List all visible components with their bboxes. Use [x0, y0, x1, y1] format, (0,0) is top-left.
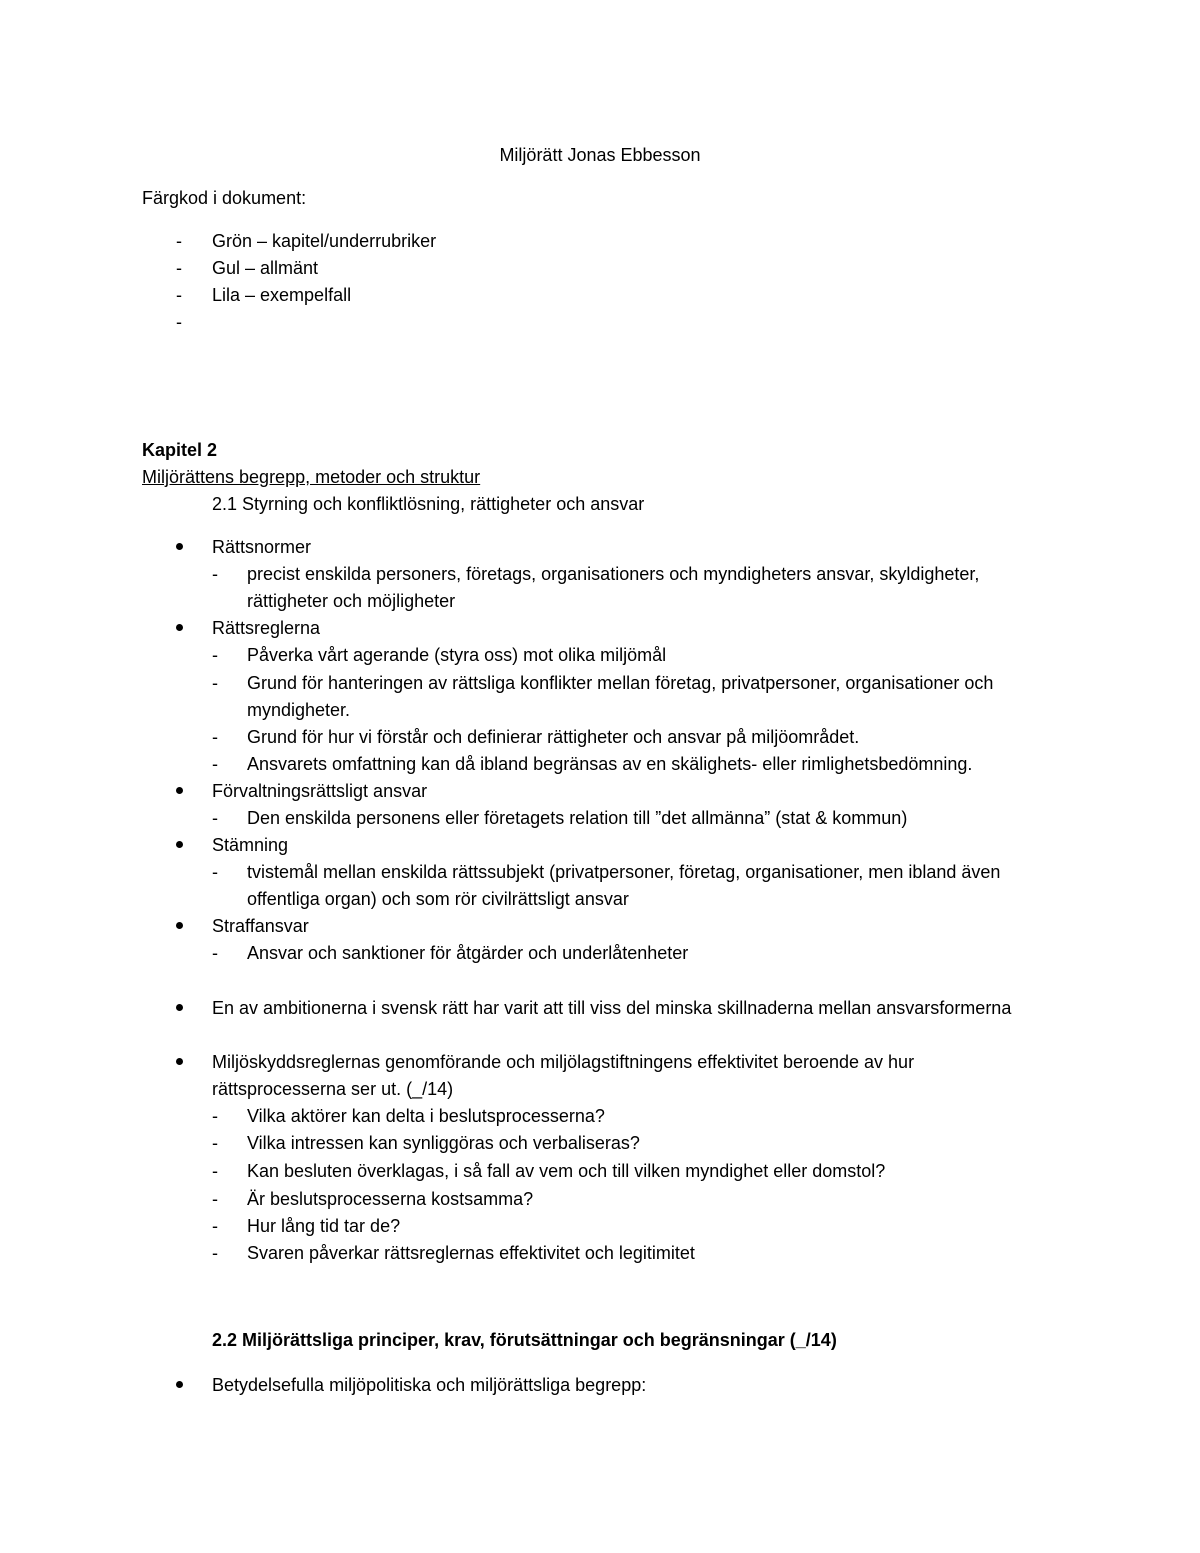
sub-item: Svaren påverkar rättsreglernas effektivitet och legitimitet [247, 1243, 695, 1263]
sub-item: precist enskilda personers, företags, organisationers och myndigheters ansvar, skyldigheter, [247, 564, 980, 584]
sub-item: Kan besluten överklagas, i så fall av vem och till vilken myndighet eller domstol? [247, 1161, 886, 1181]
color-code-item: Gul – allmänt [212, 258, 319, 278]
chapter-heading: Kapitel 2 [142, 440, 218, 460]
bullet-icon [176, 1004, 183, 1011]
bullet-item-continuation: rättsprocesserna ser ut. (_/14) [212, 1079, 454, 1099]
bullet-icon [176, 543, 183, 550]
list-dash: - [212, 673, 218, 693]
list-dash: - [212, 1189, 218, 1209]
bullet-icon [176, 787, 183, 794]
bullet-item: Rättsnormer [212, 537, 312, 557]
section-heading: 2.2 Miljörättsliga principer, krav, förutsättningar och begränsningar (_/14) [212, 1330, 837, 1350]
sub-item: Ansvar och sanktioner för åtgärder och underlåtenheter [247, 943, 689, 963]
bullet-icon [176, 1058, 183, 1065]
list-dash: - [212, 808, 218, 828]
sub-item: Ansvarets omfattning kan då ibland begränsas av en skälighets- eller rimlighetsbedömning. [247, 754, 973, 774]
bullet-icon [176, 841, 183, 848]
list-dash: - [212, 943, 218, 963]
color-code-item: Grön – kapitel/underrubriker [212, 231, 437, 251]
bullet-item: Straffansvar [212, 916, 309, 936]
bullet-icon [176, 1381, 183, 1388]
color-code-item: Lila – exempelfall [212, 285, 352, 305]
bullet-icon [176, 922, 183, 929]
list-dash: - [176, 231, 182, 251]
sub-item: tvistemål mellan enskilda rättssubjekt (privatpersoner, företag, organisationer, men ibland även [247, 862, 1001, 882]
bullet-icon [176, 624, 183, 631]
section-heading: 2.1 Styrning och konfliktlösning, rättigheter och ansvar [212, 494, 645, 514]
list-dash: - [212, 564, 218, 584]
list-dash: - [212, 1106, 218, 1126]
list-dash: - [176, 285, 182, 305]
sub-item: Påverka vårt agerande (styra oss) mot olika miljömål [247, 645, 667, 665]
sub-item: Vilka aktörer kan delta i beslutsprocesserna? [247, 1106, 605, 1126]
list-dash: - [176, 258, 182, 278]
color-code-heading: Färgkod i dokument: [142, 188, 307, 208]
sub-item: Hur lång tid tar de? [247, 1216, 401, 1236]
bullet-item: Förvaltningsrättsligt ansvar [212, 781, 428, 801]
bullet-item: Stämning [212, 835, 289, 855]
list-dash: - [176, 312, 182, 332]
sub-item: Är beslutsprocesserna kostsamma? [247, 1189, 534, 1209]
document-title: Miljörätt Jonas Ebbesson [499, 145, 701, 165]
bullet-item: Betydelsefulla miljöpolitiska och miljörättsliga begrepp: [212, 1375, 647, 1395]
sub-item: Vilka intressen kan synliggöras och verbaliseras? [247, 1133, 640, 1153]
sub-item-continuation: offentliga organ) och som rör civilrättsligt ansvar [247, 889, 629, 909]
sub-item: Grund för hur vi förstår och definierar rättigheter och ansvar på miljöområdet. [247, 727, 860, 747]
bullet-item: Rättsreglerna [212, 618, 321, 638]
list-dash: - [212, 1133, 218, 1153]
sub-item-continuation: rättigheter och möjligheter [247, 591, 456, 611]
chapter-subtitle: Miljörättens begrepp, metoder och struktur [142, 467, 481, 487]
list-dash: - [212, 727, 218, 747]
sub-item: Grund för hanteringen av rättsliga konflikter mellan företag, privatpersoner, organisationer och [247, 673, 994, 693]
list-dash: - [212, 1161, 218, 1181]
bullet-item: En av ambitionerna i svensk rätt har varit att till viss del minska skillnaderna mellan ansvarsformerna [212, 998, 1012, 1018]
list-dash: - [212, 1243, 218, 1263]
sub-item-continuation: myndigheter. [247, 700, 351, 720]
list-dash: - [212, 1216, 218, 1236]
sub-item: Den enskilda personens eller företagets relation till ”det allmänna” (stat & kommun) [247, 808, 908, 828]
list-dash: - [212, 645, 218, 665]
list-dash: - [212, 862, 218, 882]
bullet-item: Miljöskyddsreglernas genomförande och miljölagstiftningens effektivitet beroende av hur [212, 1052, 915, 1072]
list-dash: - [212, 754, 218, 774]
